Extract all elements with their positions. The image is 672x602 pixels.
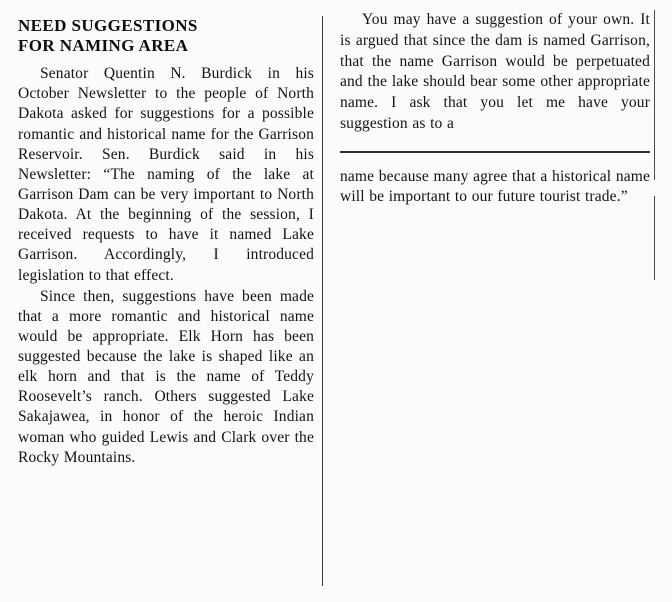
headline-line-1: NEED SUGGESTIONS [18,16,198,35]
headline-line-2: FOR NAMING AREA [18,36,189,56]
article-body-left [18,64,314,468]
paragraph-three: You may have a suggestion of your own. It is argued that since the dam is named Garrison, that the name Garrison would be perpetuated and the lake should bear some other appropriate name. I ask that you let me have your suggestion as to a [340,11,650,132]
right-margin-rule-bottom [654,196,655,280]
article-column-right [340,10,654,208]
paragraph-two: Since then, suggestions have been made that a more romantic and historical name would be appropriate. Elk Horn has been suggested because the lake is shaped like an elk horn and that is the name of Teddy Roosevelt’s ranch. Others suggested Lake Sakajawea, in honor of the heroic Indian woman who guided Lewis and Clark over the Rocky Mountains. [18,287,314,466]
page-title [18,16,314,56]
paragraph-one: Senator Quentin N. Burdick in his October Newsletter to the people of North Dakota asked for suggestions for a possible romantic and historical name for the Garrison Reservoir. Sen. Burdick said in his Newsletter: “The naming of the lake at Garrison Dam can be very important to North Dakota. At the beginning of the session, I received requests to have it named Lake Garrison. Accordingly, I introduced legislation to that effect. [18,65,314,284]
article-body-right-top [340,10,650,135]
article-body-right-bottom [340,167,650,209]
paragraph-four: name because many agree that a historical name will be important to our future tourist trade.” [340,167,650,206]
column-divider [340,151,650,153]
article-column-left [18,16,323,586]
right-margin-rule-top [654,10,655,180]
